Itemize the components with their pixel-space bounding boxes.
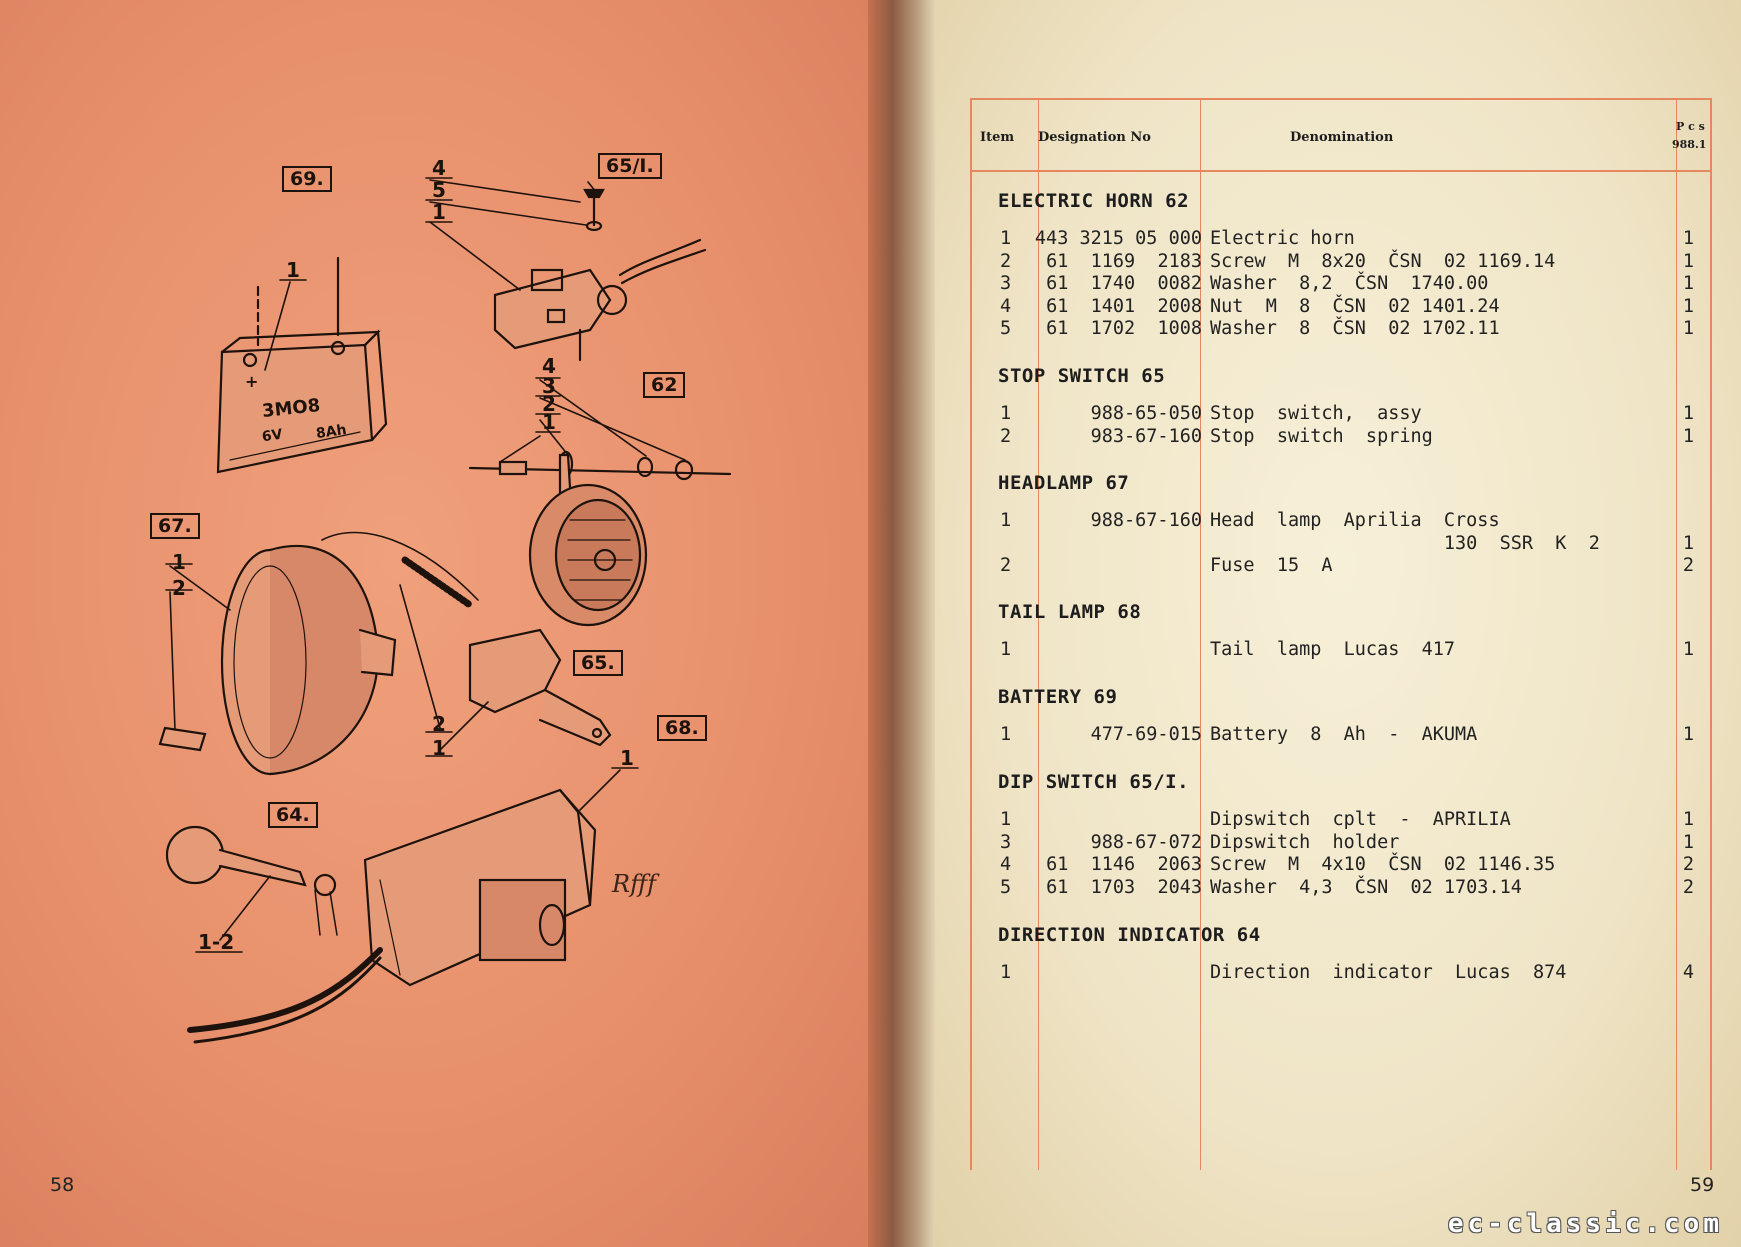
pieces-count: 1 bbox=[1682, 228, 1694, 249]
item-number: 5 bbox=[1000, 876, 1012, 898]
section-title: TAIL LAMP 68 bbox=[998, 601, 1142, 623]
section-title: DIP SWITCH 65/I. bbox=[998, 771, 1190, 793]
label-battery: 69. bbox=[282, 166, 332, 192]
col-header-denomination: Denomination bbox=[1290, 130, 1394, 145]
denomination-text: Stop switch, assy bbox=[1210, 403, 1422, 424]
item-number: 4 bbox=[1000, 854, 1012, 875]
section-title: HEADLAMP 67 bbox=[998, 472, 1130, 494]
designation-number: 983-67-160 bbox=[1090, 425, 1202, 447]
pieces-count: 2 bbox=[1682, 555, 1694, 576]
battery-plus-text: + bbox=[245, 372, 259, 391]
indicator-drawing bbox=[167, 827, 337, 935]
callout-number: 4 bbox=[542, 354, 556, 378]
col-header-designation: Designation No bbox=[1038, 130, 1151, 145]
stop-switch-drawing bbox=[470, 630, 610, 745]
label-headlamp: 67. bbox=[150, 513, 200, 539]
col-header-model: 988.1 bbox=[1672, 138, 1707, 151]
col-header-pcs: P c s bbox=[1676, 120, 1705, 133]
item-number: 1 bbox=[1000, 962, 1012, 983]
callout-number: 2 bbox=[172, 576, 186, 600]
callout-number: 1 bbox=[172, 550, 186, 574]
label-tail-lamp: 68. bbox=[657, 715, 707, 741]
designation-number: 61 1740 0082 bbox=[1046, 273, 1202, 294]
denomination-text: Direction indicator Lucas 874 bbox=[1210, 962, 1567, 983]
pieces-count: 2 bbox=[1682, 854, 1694, 875]
pieces-count: 1 bbox=[1682, 639, 1694, 660]
item-number: 1 bbox=[1000, 510, 1012, 531]
section-title: BATTERY 69 bbox=[998, 686, 1118, 708]
battery-drawing bbox=[218, 258, 386, 472]
label-horn: 62 bbox=[643, 372, 685, 398]
designation-number: 61 1703 2043 bbox=[1046, 876, 1202, 898]
item-number: 3 bbox=[1000, 831, 1012, 853]
callout-number: 1 bbox=[432, 200, 446, 224]
item-number: 1 bbox=[1000, 724, 1012, 745]
col-header-item: Item bbox=[980, 130, 1015, 145]
item-number: 2 bbox=[1000, 555, 1012, 576]
denomination-text: Stop switch spring bbox=[1210, 425, 1433, 447]
headlamp-drawing bbox=[160, 533, 478, 775]
pieces-count: 1 bbox=[1682, 250, 1694, 272]
denomination-text: 130 SSR K 2 bbox=[1210, 532, 1600, 554]
item-number: 1 bbox=[1000, 228, 1012, 249]
callout-number: 1-2 bbox=[198, 930, 235, 954]
pieces-count: 1 bbox=[1682, 809, 1694, 830]
designation-number: 988-67-072 bbox=[1090, 831, 1202, 853]
item-number: 5 bbox=[1000, 318, 1012, 339]
section-title: STOP SWITCH 65 bbox=[998, 365, 1166, 387]
denomination-text: Screw M 8x20 ČSN 02 1169.14 bbox=[1210, 250, 1556, 272]
item-number: 1 bbox=[1000, 809, 1012, 830]
denomination-text: Head lamp Aprilia Cross bbox=[1210, 510, 1500, 531]
item-number: 2 bbox=[1000, 425, 1012, 447]
page-number-left: 58 bbox=[50, 1174, 75, 1196]
label-dipswitch: 65/I. bbox=[598, 153, 662, 179]
callout-number: 2 bbox=[542, 392, 556, 416]
pieces-count: 4 bbox=[1682, 962, 1694, 983]
denomination-text: Nut M 8 ČSN 02 1401.24 bbox=[1210, 295, 1500, 317]
pieces-count: 1 bbox=[1682, 425, 1694, 447]
designation-number: 477-69-015 bbox=[1090, 724, 1202, 745]
denomination-text: Screw M 4x10 ČSN 02 1146.35 bbox=[1210, 854, 1556, 875]
pieces-count: 1 bbox=[1682, 403, 1694, 424]
item-number: 2 bbox=[1000, 250, 1012, 272]
battery-ah-text: 8Ah bbox=[315, 421, 348, 443]
denomination-text: Dipswitch cplt - APRILIA bbox=[1210, 809, 1511, 830]
denomination-text: Washer 4,3 ČSN 02 1703.14 bbox=[1210, 876, 1522, 898]
pieces-count: 1 bbox=[1682, 318, 1694, 339]
callout-number: 3 bbox=[542, 374, 556, 398]
label-stop-switch: 65. bbox=[573, 650, 623, 676]
denomination-text: Dipswitch holder bbox=[1210, 831, 1400, 853]
denomination-text: Washer 8 ČSN 02 1702.11 bbox=[1210, 318, 1500, 339]
section-title: DIRECTION INDICATOR 64 bbox=[998, 924, 1261, 946]
pieces-count: 1 bbox=[1682, 295, 1694, 317]
battery-model-text: 3MO8 bbox=[261, 395, 322, 422]
designation-number: 61 1146 2063 bbox=[1046, 854, 1202, 875]
designation-number: 443 3215 05 000 bbox=[1034, 228, 1202, 249]
book-gutter bbox=[868, 0, 938, 1247]
callout-number: 4 bbox=[432, 156, 446, 180]
horn-drawing bbox=[530, 485, 646, 625]
callout-number: 2 bbox=[432, 712, 446, 736]
pieces-count: 2 bbox=[1682, 876, 1694, 898]
callout-number: 1 bbox=[432, 736, 446, 760]
denomination-text: Washer 8,2 ČSN 1740.00 bbox=[1210, 273, 1489, 294]
item-number: 1 bbox=[1000, 403, 1012, 424]
tail-lamp-drawing bbox=[190, 790, 595, 1042]
designation-number: 61 1702 1008 bbox=[1046, 318, 1202, 339]
designation-number: 988-67-160 bbox=[1090, 510, 1202, 531]
denomination-text: Battery 8 Ah - AKUMA bbox=[1210, 724, 1478, 745]
designation-number: 988-65-050 bbox=[1090, 403, 1202, 424]
callout-number: 1 bbox=[542, 410, 556, 434]
pieces-count: 1 bbox=[1682, 532, 1694, 554]
page-number-right: 59 bbox=[1690, 1174, 1715, 1196]
callout-number: 1 bbox=[286, 258, 300, 282]
item-number: 3 bbox=[1000, 273, 1012, 294]
callout-number: 1 bbox=[620, 746, 634, 770]
item-number: 1 bbox=[1000, 639, 1012, 660]
artist-signature: Rfff bbox=[612, 870, 656, 898]
section-title: ELECTRIC HORN 62 bbox=[998, 190, 1190, 212]
callout-number: 5 bbox=[432, 178, 446, 202]
denomination-text: Fuse 15 A bbox=[1210, 555, 1333, 576]
pieces-count: 1 bbox=[1682, 724, 1694, 745]
designation-number: 61 1401 2008 bbox=[1046, 295, 1202, 317]
denomination-text: Electric horn bbox=[1210, 228, 1355, 249]
label-indicator: 64. bbox=[268, 802, 318, 828]
designation-number: 61 1169 2183 bbox=[1046, 250, 1202, 272]
watermark: ec-classic.com bbox=[1447, 1209, 1723, 1239]
denomination-text: Tail lamp Lucas 417 bbox=[1210, 639, 1456, 660]
battery-volt-text: 6V bbox=[260, 426, 284, 446]
pieces-count: 1 bbox=[1682, 273, 1694, 294]
item-number: 4 bbox=[1000, 295, 1012, 317]
pieces-count: 1 bbox=[1682, 831, 1694, 853]
